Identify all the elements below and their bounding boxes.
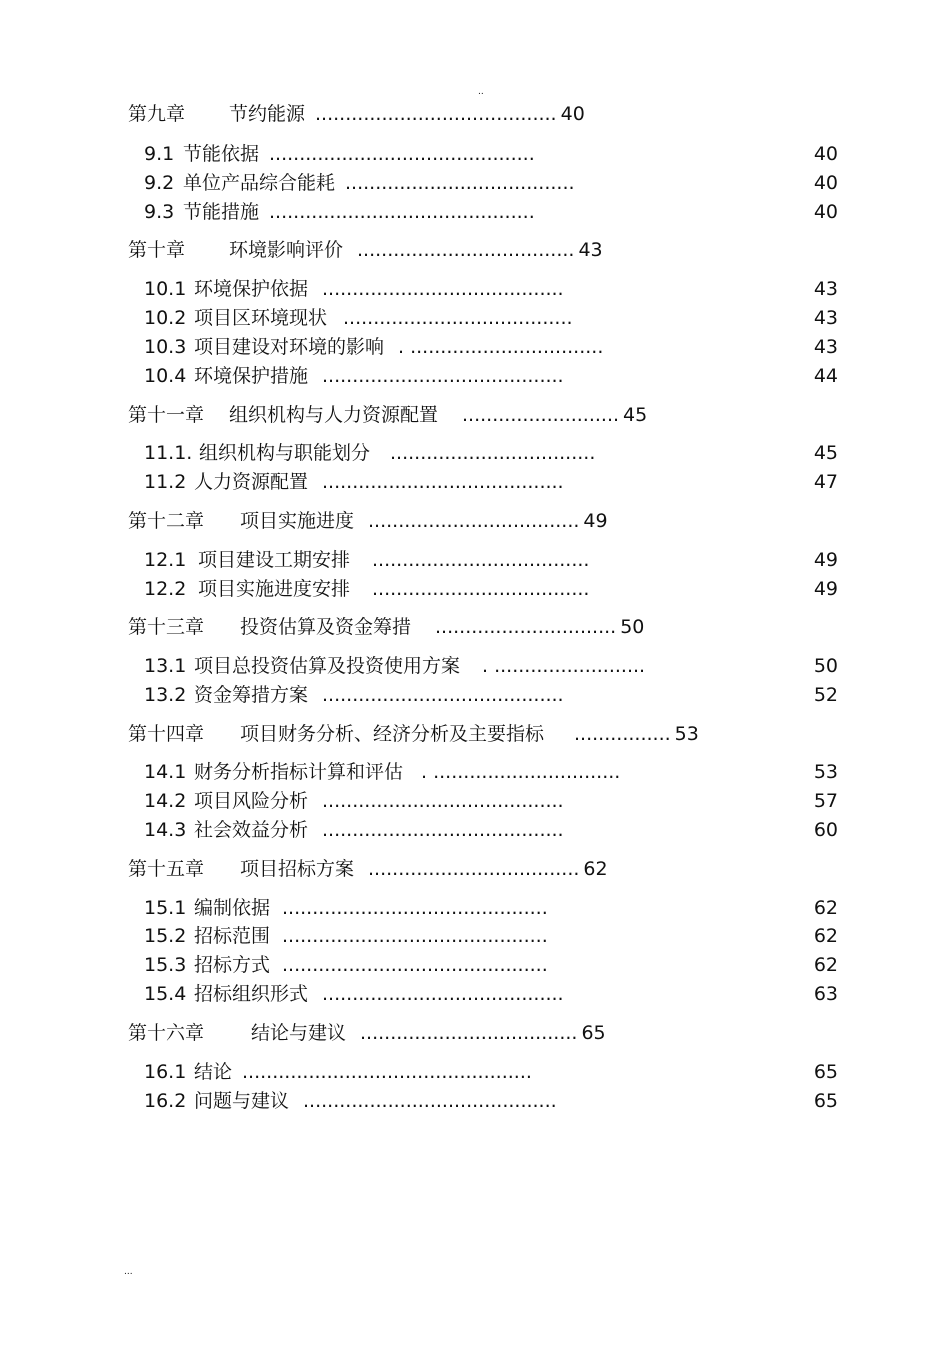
toc-entry[interactable] xyxy=(144,896,548,920)
toc-title: 项目建设工期安排 xyxy=(198,549,351,571)
toc-page: 60 xyxy=(813,819,838,841)
toc-dots: .............................. xyxy=(435,616,617,638)
toc-page: 50 xyxy=(813,655,838,677)
toc-dots: ........................................ xyxy=(322,365,564,387)
toc-title: 项目区环境现状 xyxy=(194,307,328,329)
toc-entry[interactable] xyxy=(144,142,535,166)
toc-number: 14.1 xyxy=(144,761,187,783)
toc-number: 9.1 xyxy=(144,143,175,165)
toc-entry[interactable] xyxy=(144,171,575,195)
toc-entry[interactable] xyxy=(144,277,564,301)
toc-title: 招标组织形式 xyxy=(194,983,309,1005)
toc-entry[interactable] xyxy=(144,654,645,678)
toc-title: 结论与建议 xyxy=(251,1022,347,1044)
toc-dots: . ......................... xyxy=(482,655,646,677)
toc-dots: ........................................ xyxy=(322,819,564,841)
toc-number: 第十三章 xyxy=(128,616,205,638)
toc-page: 44 xyxy=(813,365,838,387)
toc-title: 环境保护依据 xyxy=(194,278,309,300)
toc-entry[interactable] xyxy=(144,760,620,784)
toc-page: 45 xyxy=(623,404,648,426)
toc-entry[interactable] xyxy=(128,615,644,639)
toc-entry[interactable] xyxy=(144,470,564,494)
toc-title: 人力资源配置 xyxy=(194,471,309,493)
toc-dots: ............................................ xyxy=(282,954,548,976)
toc-number: 16.2 xyxy=(144,1090,187,1112)
toc-entry[interactable] xyxy=(144,335,603,359)
toc-dots: .......................... xyxy=(462,404,620,426)
toc-entry[interactable] xyxy=(128,722,699,746)
toc-page: 40 xyxy=(813,201,838,223)
toc-dots: ........................................ xyxy=(322,983,564,1005)
toc-dots: .................................... xyxy=(357,239,575,261)
toc-entry[interactable] xyxy=(144,548,589,572)
toc-page: 40 xyxy=(560,103,585,125)
toc-number: 10.1 xyxy=(144,278,187,300)
toc-number: 11.1. xyxy=(144,442,193,464)
toc-page: 63 xyxy=(813,983,838,1005)
toc-title: 项目建设对环境的影响 xyxy=(194,336,385,358)
toc-page: 62 xyxy=(813,954,838,976)
toc-title: 社会效益分析 xyxy=(194,819,309,841)
toc-entry[interactable] xyxy=(144,953,548,977)
toc-page: 40 xyxy=(813,143,838,165)
toc-dots: ................................... xyxy=(368,510,580,532)
toc-title: 组织机构与职能划分 xyxy=(199,442,371,464)
toc-number: 10.3 xyxy=(144,336,187,358)
toc-dots: .................................... xyxy=(372,549,590,571)
toc-dots: ...................................... xyxy=(343,307,573,329)
toc-page: 49 xyxy=(813,549,838,571)
toc-page: 62 xyxy=(813,925,838,947)
toc-dots: ............................................ xyxy=(269,201,535,223)
toc-entry[interactable] xyxy=(144,818,564,842)
toc-title: 项目财务分析、经济分析及主要指标 xyxy=(240,723,545,745)
toc-entry[interactable] xyxy=(144,577,589,601)
toc-number: 16.1 xyxy=(144,1061,187,1083)
toc-number: 9.2 xyxy=(144,172,175,194)
toc-dots: .......................................... xyxy=(303,1090,557,1112)
toc-page: 62 xyxy=(813,897,838,919)
toc-page: 65 xyxy=(581,1022,606,1044)
toc-dots: ............................................ xyxy=(282,897,548,919)
toc-number: 13.2 xyxy=(144,684,187,706)
footer-mark: ... xyxy=(124,1267,133,1277)
toc-title: 节能依据 xyxy=(183,143,260,165)
toc-number: 第九章 xyxy=(128,103,186,125)
toc-dots: ...................................... xyxy=(345,172,575,194)
toc-title: 编制依据 xyxy=(194,897,271,919)
toc-number: 12.1 xyxy=(144,549,187,571)
toc-dots: .................................... xyxy=(372,578,590,600)
toc-page: 65 xyxy=(813,1061,838,1083)
toc-number: 15.1 xyxy=(144,897,187,919)
toc-entry[interactable] xyxy=(128,1021,606,1045)
toc-number: 14.3 xyxy=(144,819,187,841)
toc-dots: ........................................ xyxy=(322,278,564,300)
toc-number: 13.1 xyxy=(144,655,187,677)
toc-title: 项目实施进度安排 xyxy=(198,578,351,600)
toc-page: 45 xyxy=(813,442,838,464)
toc-title: 问题与建议 xyxy=(194,1090,290,1112)
toc-page: 49 xyxy=(813,578,838,600)
toc-dots: ........................................ xyxy=(315,103,557,125)
toc-page: 43 xyxy=(813,278,838,300)
toc-number: 15.3 xyxy=(144,954,187,976)
toc-number: 第十二章 xyxy=(128,510,205,532)
toc-number: 14.2 xyxy=(144,790,187,812)
toc-number: 第十章 xyxy=(128,239,186,261)
toc-title: 节约能源 xyxy=(229,103,306,125)
toc-dots: ................ xyxy=(574,723,671,745)
toc-entry[interactable] xyxy=(128,857,608,881)
toc-entry[interactable] xyxy=(144,683,564,707)
toc-title: 结论 xyxy=(194,1061,233,1083)
toc-title: 项目总投资估算及投资使用方案 xyxy=(194,655,461,677)
toc-number: 第十四章 xyxy=(128,723,205,745)
toc-title: 项目实施进度 xyxy=(240,510,355,532)
toc-title: 项目风险分析 xyxy=(194,790,309,812)
toc-dots: ........................................ xyxy=(322,471,564,493)
toc-title: 财务分析指标计算和评估 xyxy=(194,761,404,783)
toc-page: 50 xyxy=(620,616,645,638)
toc-number: 第十六章 xyxy=(128,1022,205,1044)
toc-title: 投资估算及资金筹措 xyxy=(240,616,412,638)
toc-dots: ................................................ xyxy=(242,1061,532,1083)
toc-number: 15.4 xyxy=(144,983,187,1005)
toc-dots: ........................................ xyxy=(322,790,564,812)
toc-entry[interactable] xyxy=(144,200,535,224)
toc-title: 项目招标方案 xyxy=(240,858,355,880)
toc-page: 65 xyxy=(813,1090,838,1112)
toc-title: 资金筹措方案 xyxy=(194,684,309,706)
toc-number: 11.2 xyxy=(144,471,187,493)
toc-entry[interactable] xyxy=(144,924,548,948)
toc-entry[interactable] xyxy=(144,789,564,813)
toc-dots: ........................................ xyxy=(322,684,564,706)
toc-page: 49 xyxy=(583,510,608,532)
toc-title: 招标方式 xyxy=(194,954,271,976)
toc-page: 43 xyxy=(813,336,838,358)
toc-dots: ............................................ xyxy=(282,925,548,947)
toc-entry[interactable] xyxy=(144,982,564,1006)
toc-page: 43 xyxy=(813,307,838,329)
toc-page: 53 xyxy=(813,761,838,783)
toc-title: 环境影响评价 xyxy=(229,239,344,261)
toc-entry[interactable] xyxy=(128,102,585,126)
toc-number: 第十五章 xyxy=(128,858,205,880)
toc-title: 组织机构与人力资源配置 xyxy=(229,404,439,426)
toc-dots: . ............................... xyxy=(421,761,621,783)
toc-number: 第十一章 xyxy=(128,404,205,426)
toc-title: 节能措施 xyxy=(183,201,260,223)
toc-dots: .................................... xyxy=(360,1022,578,1044)
toc-entry[interactable] xyxy=(144,1089,557,1113)
header-mark: .. xyxy=(478,87,484,97)
toc-number: 10.2 xyxy=(144,307,187,329)
toc-entry[interactable] xyxy=(128,238,603,262)
toc-title: 环境保护措施 xyxy=(194,365,309,387)
toc-entry[interactable] xyxy=(144,1060,532,1084)
toc-page: 52 xyxy=(813,684,838,706)
toc-number: 15.2 xyxy=(144,925,187,947)
toc-page: 43 xyxy=(578,239,603,261)
toc-entry[interactable] xyxy=(144,441,595,465)
toc-title: 单位产品综合能耗 xyxy=(183,172,336,194)
toc-page: 53 xyxy=(674,723,699,745)
toc-page: 40 xyxy=(813,172,838,194)
toc-entry[interactable] xyxy=(128,509,608,533)
toc-title: 招标范围 xyxy=(194,925,271,947)
toc-entry[interactable] xyxy=(144,306,573,330)
toc-number: 9.3 xyxy=(144,201,175,223)
toc-page: 57 xyxy=(813,790,838,812)
toc-dots: ................................... xyxy=(368,858,580,880)
toc-dots: ............................................ xyxy=(269,143,535,165)
toc-dots: . ................................ xyxy=(398,336,604,358)
toc-entry[interactable] xyxy=(128,403,647,427)
toc-page: 47 xyxy=(813,471,838,493)
toc-dots: .................................. xyxy=(390,442,596,464)
toc-number: 10.4 xyxy=(144,365,187,387)
toc-page: 62 xyxy=(583,858,608,880)
toc-entry[interactable] xyxy=(144,364,564,388)
toc-number: 12.2 xyxy=(144,578,187,600)
